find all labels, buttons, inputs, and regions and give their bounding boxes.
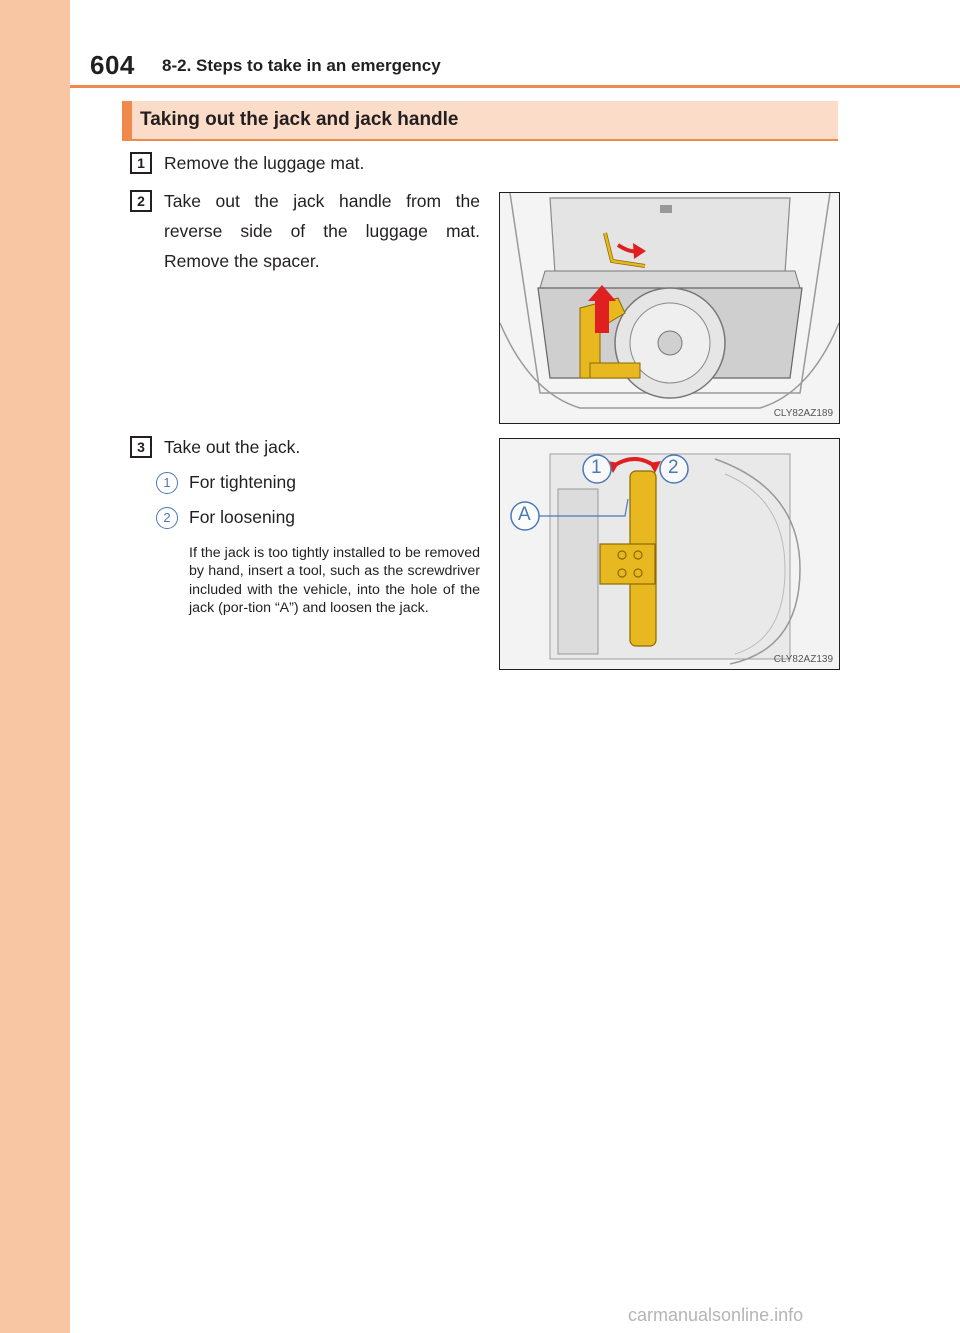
step-1-badge: 1: [130, 152, 152, 174]
page-margin-band: [0, 0, 70, 1333]
step-1-text: Remove the luggage mat.: [164, 153, 365, 173]
substep-2-number: 2: [156, 507, 178, 529]
figure-luggage-compartment: [499, 192, 840, 424]
figure-jack-closeup: [499, 438, 840, 670]
page-number: 604: [90, 50, 135, 80]
substep-1-number: 1: [156, 472, 178, 494]
step-3-text: Take out the jack.: [164, 437, 301, 457]
figure-code: CLY82AZ139: [773, 654, 833, 665]
substep-2-text: For loosening: [189, 507, 296, 527]
subsection-heading: Taking out the jack and jack handle: [140, 109, 459, 130]
subsection-heading-box: [122, 101, 838, 139]
jack-removal-note: If the jack is too tightly installed to be removed by hand, insert a tool, such as the screwdriver included with the vehicle, into the hole of the jack (por-tion “A”) and loosen the jack.: [189, 545, 480, 616]
callout-a-label: A: [518, 504, 531, 525]
step-3-badge: 3: [130, 436, 152, 458]
header-divider: [70, 85, 960, 88]
step-2-badge: 2: [130, 190, 152, 212]
callout-1-label: 1: [591, 457, 602, 478]
step-2-text: Take out the jack handle from the reverse side of the luggage mat. Remove the spacer.: [164, 191, 480, 271]
callout-2-label: 2: [668, 457, 679, 478]
substep-1-text: For tightening: [189, 472, 297, 492]
heading-underline: [122, 139, 838, 141]
watermark: carmanualsonline.info: [628, 1305, 804, 1325]
section-title: 8-2. Steps to take in an emergency: [162, 56, 441, 75]
heading-accent-bar: [122, 101, 132, 139]
luggage-compartment-illustration: [500, 193, 839, 423]
figure-code: CLY82AZ189: [773, 408, 833, 419]
